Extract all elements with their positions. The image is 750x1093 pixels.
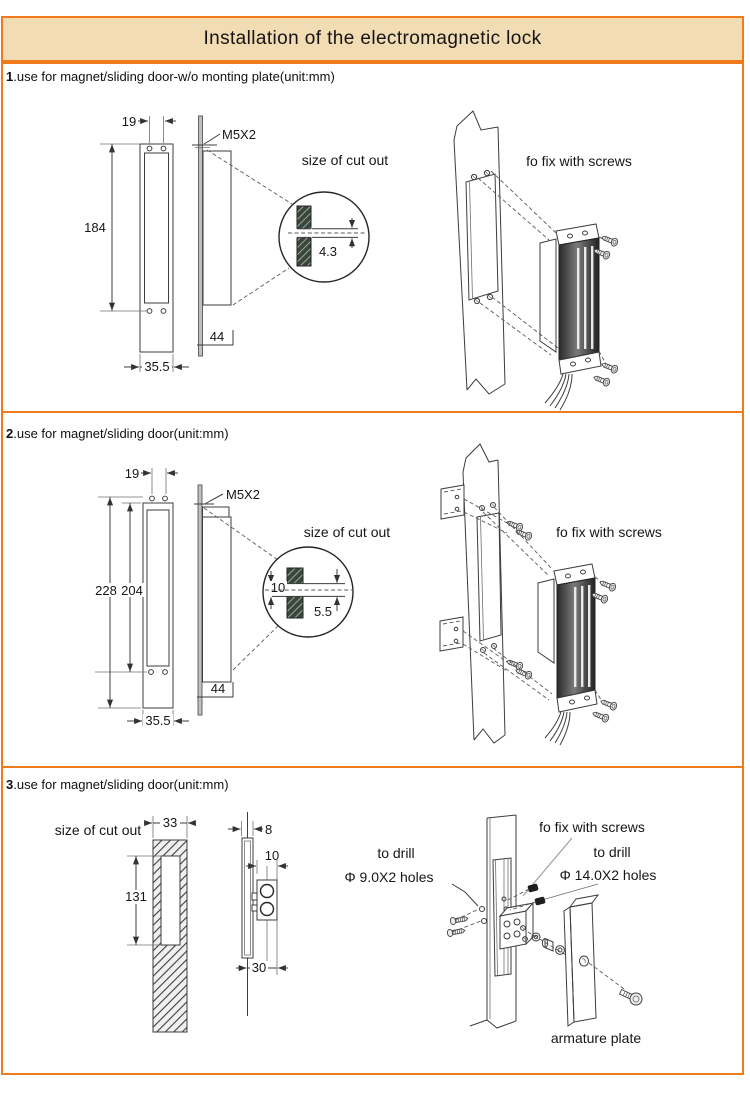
s1-side-view [192, 116, 292, 356]
s2-dim-hole-spacing: 19 [124, 466, 140, 481]
s3-dim-cut-height: 131 [125, 889, 147, 904]
s3-cutout-label: size of cut out [54, 822, 142, 838]
section-3-number: 3 [6, 777, 14, 792]
s3-drill-large-label-2: Φ 14.0X2 holes [559, 867, 657, 883]
s2-cutout-label: size of cut out [303, 524, 391, 540]
section-1-heading-text: .use for magnet/sliding door-w/o monting plate(unit:mm) [13, 69, 335, 84]
s1-cutout-callout [279, 152, 388, 282]
s1-front-view [84, 114, 189, 374]
s2-perspective-view [440, 444, 662, 745]
s2-dim-slot-width: 5.5 [313, 604, 333, 619]
s3-dim-plate-thickness: 8 [265, 822, 273, 837]
s3-drill-small-label-2: Φ 9.0X2 holes [344, 869, 434, 885]
s3-dim-bracket-width: 10 [264, 848, 280, 863]
s3-dim-cut-width: 33 [162, 815, 178, 830]
s3-drill-large-label-1: to drill [593, 844, 631, 860]
s2-dim-slot-height: 10 [270, 580, 286, 595]
s1-dim-depth: 44 [209, 329, 225, 344]
s2-dim-width: 35.5 [145, 713, 171, 728]
title-bar [1, 16, 744, 62]
section-2-drawing [0, 412, 750, 767]
s3-drill-small-label-1: to drill [377, 845, 415, 861]
s3-dim-offset: 30 [251, 960, 267, 975]
section-2-number: 2 [6, 426, 14, 441]
s3-bracket-side-view [228, 812, 288, 1016]
s2-dim-height-outer: 228 [95, 583, 117, 598]
s2-cutout-callout [263, 524, 390, 637]
section-3-heading-text: .use for magnet/sliding door(unit:mm) [13, 777, 229, 792]
s3-bolt [618, 986, 644, 1007]
s1-perspective-view [454, 111, 632, 410]
s2-screws-label: fo fix with screws [556, 524, 662, 540]
s2-dim-depth: 44 [210, 681, 226, 696]
s1-dim-hole-spacing: 19 [121, 114, 137, 129]
s3-perspective-view [344, 815, 656, 1046]
s2-front-view [92, 466, 189, 728]
s3-cutout-section [55, 815, 196, 1032]
section-2-heading-text: .use for magnet/sliding door(unit:mm) [13, 426, 229, 441]
s1-thread-label: M5X2 [222, 127, 256, 142]
page-title: Installation of the electromagnetic lock [203, 28, 542, 49]
s2-side-view [194, 485, 279, 715]
section-1-number: 1 [6, 69, 14, 84]
s2-dim-height-inner: 204 [121, 583, 143, 598]
section-1-drawing [0, 62, 750, 412]
s1-dim-height: 184 [84, 220, 106, 235]
s1-dim-slot: 4.3 [318, 244, 338, 259]
s1-screws-label: fo fix with screws [526, 153, 632, 169]
s3-armature-label: armature plate [550, 1030, 642, 1046]
s3-screws-label: fo fix with screws [539, 819, 645, 835]
section-3-drawing [0, 767, 750, 1073]
s1-dim-width: 35.5 [144, 359, 170, 374]
s2-thread-label: M5X2 [226, 487, 260, 502]
s1-cutout-label: size of cut out [301, 152, 389, 168]
